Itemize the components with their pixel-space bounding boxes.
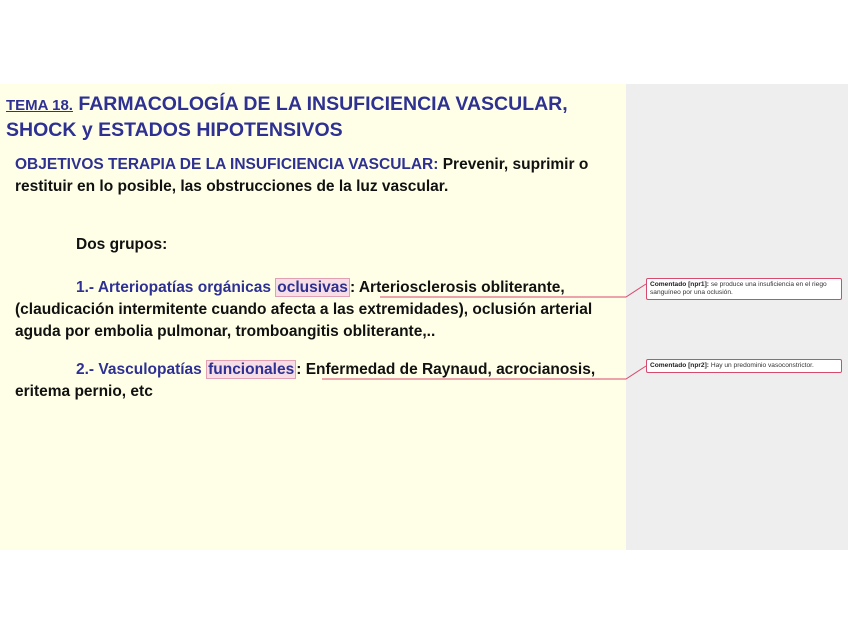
objectives-label: OBJETIVOS TERAPIA DE LA INSUFICIENCIA VASCULAR:	[15, 156, 439, 173]
comment2-text: Hay un predominio vasoconstrictor.	[708, 362, 814, 369]
comment1-text: se produce una insuficiencia en el riego sanguíneo por una oclusión.	[650, 281, 827, 296]
objectives-paragraph	[15, 154, 620, 198]
group2-colon: :	[296, 361, 302, 378]
comment-balloon-1[interactable]	[646, 278, 842, 300]
page-title	[6, 92, 622, 143]
objectives-text: Prevenir, suprimir o restituir en lo posible, las obstrucciones de la luz vascular.	[15, 156, 589, 195]
group2-comment-anchor[interactable]: funcionales	[208, 361, 295, 378]
groups-heading: Dos grupos:	[76, 236, 168, 253]
comment-margin	[626, 84, 848, 550]
title-text: FARMACOLOGÍA DE LA INSUFICIENCIA VASCULAR, SHOCK y ESTADOS HIPOTENSIVOS	[6, 93, 568, 141]
group2-paragraph	[15, 359, 625, 403]
group1-label: 1.- Arteriopatías orgánicas	[76, 279, 271, 296]
group1-text: Arteriosclerosis obliterante, (claudicación intermitente cuando afecta a las extremidades), oclusión arterial aguda por embolia pulmonar, tromboangitis obliterante,..	[15, 279, 593, 340]
group2-label: 2.- Vasculopatías	[76, 361, 202, 378]
group1-comment-anchor[interactable]: oclusivas	[277, 279, 348, 296]
comment1-author: Comentado [npr1]:	[650, 281, 709, 288]
comment2-author: Comentado [npr2]:	[650, 362, 709, 369]
group1-paragraph	[15, 277, 625, 343]
comment-balloon-2[interactable]	[646, 359, 842, 373]
group2-text: Enfermedad de Raynaud, acrocianosis, eritema pernio, etc	[15, 361, 596, 400]
title-tema: TEMA 18.	[6, 97, 73, 114]
group1-colon: :	[349, 279, 356, 296]
